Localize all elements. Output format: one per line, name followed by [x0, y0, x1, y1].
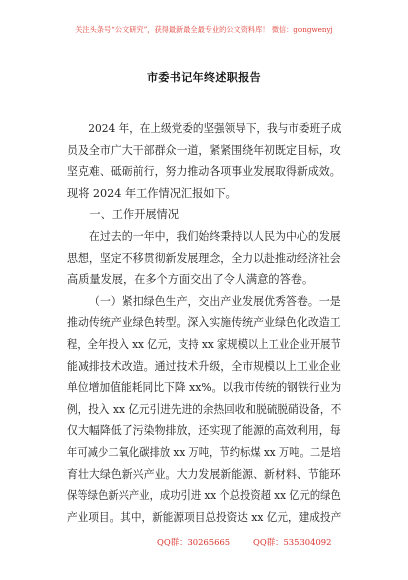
- text-line: 现将 2024 年工作情况汇报如下。: [67, 186, 237, 200]
- text-line: 坚克难、砥砺前行，努力推动各项事业发展取得新成效。: [67, 165, 341, 179]
- text-line: 思想，坚定不移贯彻新发展理念，全力以赴推动经济社会: [67, 251, 341, 265]
- intro-paragraph: [67, 118, 341, 204]
- text-line: 保等绿色新兴产业，成功引进 xx 个总投资超 xx 亿元的绿色: [67, 489, 341, 503]
- header-banner: 关注头条号“公文研究”，获得最新最全最专业的公文资料库！ 微信：gongwenyj: [75, 25, 333, 34]
- text-line: （一）紧扣绿色生产，交出产业发展优秀答卷。一是: [88, 294, 341, 308]
- paragraph: [67, 291, 341, 529]
- footer-qq-group: QQ群：535304092: [253, 537, 332, 547]
- footer-qq-group: QQ群：30265665: [157, 537, 231, 547]
- document-title: 市委书记年终述职报告: [147, 71, 261, 84]
- text-line: 单位增加值能耗同比下降 xx%。以我市传统的钢铁行业为: [67, 381, 342, 395]
- text-line: 高质量发展，在多个方面交出了令人满意的答卷。: [67, 273, 314, 287]
- text-line: 仅大幅降低了污染物排放，还实现了能源的高效利用，每: [67, 424, 341, 438]
- paragraph: [67, 226, 341, 291]
- document-body: [67, 118, 341, 528]
- text-line: 产业项目。其中，新能源项目总投资达 xx 亿元，建成投产: [67, 510, 342, 524]
- text-line: 年可减少二氧化碳排放 xx 万吨，节约标煤 xx 万吨。二是培: [67, 445, 341, 459]
- text-line: 员及全市广大干部群众一道，紧紧围绕年初既定目标，攻: [67, 143, 341, 157]
- section-heading: 一、工作开展情况: [89, 208, 179, 222]
- text-line: 能减排技术改造。通过技术升级，全市规模以上工业企业: [67, 359, 341, 373]
- text-line: 育壮大绿色新兴产业。大力发展新能源、新材料、节能环: [67, 467, 341, 481]
- text-line: 推动传统产业绿色转型。深入实施传统产业绿色化改造工: [67, 316, 341, 330]
- text-line: 例，投入 xx 亿元引进先进的余热回收和脱硫脱硝设备，不: [67, 402, 342, 416]
- text-line: 程，全年投入 xx 亿元，支持 xx 家规模以上工业企业开展节: [67, 337, 341, 351]
- text-line: 2024 年，在上级党委的坚强领导下，我与市委班子成: [88, 122, 342, 135]
- text-line: 在过去的一年中，我们始终秉持以人民为中心的发展: [88, 229, 341, 243]
